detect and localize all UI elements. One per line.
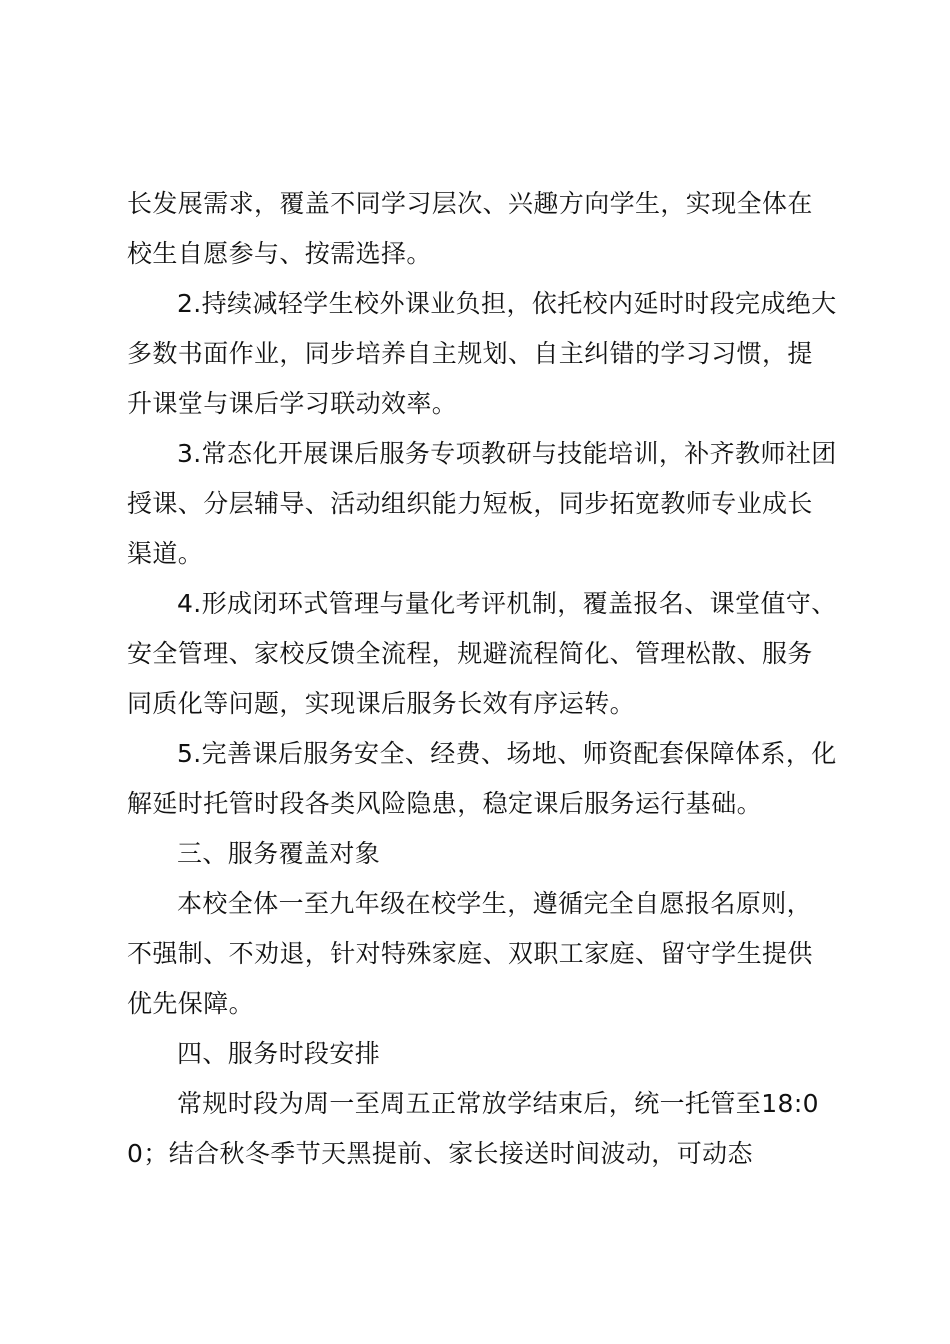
paragraph-goal-2: 2.持续减轻学生校外课业负担，依托校内延时时段完成绝大多数书面作业，同步培养自主规划、自主纠错的学习习惯，提升课堂与课后学习联动效率。: [127, 289, 837, 418]
paragraph-coverage: 本校全体一至九年级在校学生，遵循完全自愿报名原则，不强制、不劝退，针对特殊家庭、双职工家庭、留守学生提供优先保障。: [127, 889, 813, 1018]
document-body: [127, 179, 837, 1179]
paragraph-goal-5: 5.完善课后服务安全、经费、场地、师资配套保障体系，化解延时托管时段各类风险隐患，稳定课后服务运行基础。: [127, 739, 837, 818]
paragraph-schedule: 常规时段为周一至周五正常放学结束后，统一托管至18:00；结合秋冬季节天黑提前、家长接送时间波动，可动态: [127, 1089, 819, 1168]
section-heading-schedule: 四、服务时段安排: [177, 1039, 381, 1068]
section-heading-coverage: 三、服务覆盖对象: [177, 839, 381, 868]
paragraph-goal-3: 3.常态化开展课后服务专项教研与技能培训，补齐教师社团授课、分层辅导、活动组织能力短板，同步拓宽教师专业成长渠道。: [127, 439, 837, 568]
paragraph-goal-4: 4.形成闭环式管理与量化考评机制，覆盖报名、课堂值守、安全管理、家校反馈全流程，规避流程简化、管理松散、服务同质化等问题，实现课后服务长效有序运转。: [127, 589, 837, 718]
paragraph-continued-goal: 长发展需求，覆盖不同学习层次、兴趣方向学生，实现全体在校生自愿参与、按需选择。: [127, 189, 813, 268]
